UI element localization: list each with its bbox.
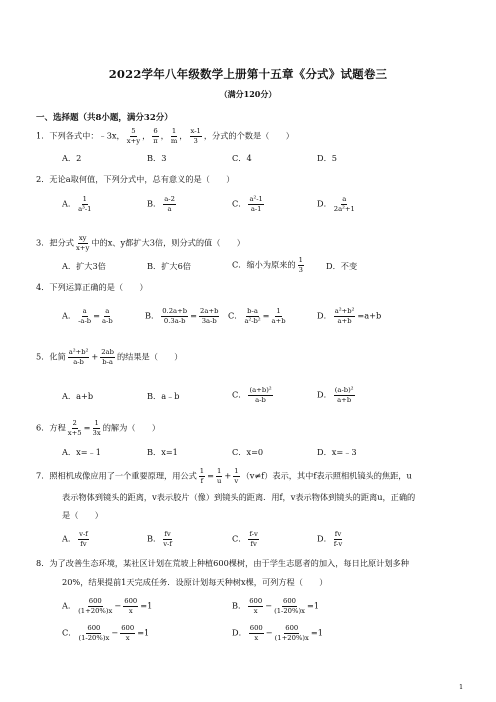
section-heading: 一、选择题（共8小题，满分32分） <box>36 113 173 123</box>
question-1-stem: 1．下列各式中：﹣3x， $\frac{5}{x+y}$ ， $\frac{6}{\pi}$ ， $\frac{1}{m}$ ， $\frac{x-1}{3}$ ，分式的个数是（ ） <box>36 127 294 146</box>
q6-option-c: C．x=0 <box>232 447 264 457</box>
q7-option-d: D． $\frac{fv}{f-v}$ <box>317 530 343 549</box>
q8-option-b: B． $\frac{600}{x}$ − $\frac{600}{(1-20\%)x}$ =1 <box>232 597 320 616</box>
question-4-stem: 4．下列运算正确的是（ ） <box>36 282 148 292</box>
q3-option-b: B．扩大6倍 <box>147 261 191 271</box>
q3-option-a: A．扩大3倍 <box>62 261 106 271</box>
q3-option-d: D．不变 <box>326 261 358 271</box>
page-title: 2022学年八年级数学上册第十五章《分式》试题卷三 <box>108 67 388 81</box>
q6-option-a: A．x=﹣1 <box>62 447 101 457</box>
question-7-line-3: 是（ ） <box>62 510 103 520</box>
fraction: $\frac{5}{x+y}$ <box>126 127 141 146</box>
question-8-line-2: 20%，结果提前1天完成任务．设原计划每天种树x棵，可列方程（ ） <box>62 577 328 587</box>
page-number: 1 <box>459 683 464 691</box>
q4-option-c: C． $\frac{b-a}{\text{a²-b²}}$ = $\frac{1}{a+b}$ <box>228 307 286 326</box>
q1-option-b: B．3 <box>147 153 167 163</box>
question-2-stem: 2．无论a取何值，下列分式中，总有意义的是（ ） <box>36 174 235 184</box>
question-7-line-2: 表示物体到镜头的距离，v表示胶片（像）到镜头的距离．用f，v表示物体到镜头的距离u，正确的 <box>62 492 416 502</box>
q2-option-c: C． $\frac{\text{a²-1}}{a-1}$ <box>232 195 263 214</box>
full-score-note: （满分120分） <box>219 89 277 99</box>
q1-option-d: D．5 <box>317 153 337 163</box>
q1-option-c: C．4 <box>232 153 252 163</box>
q4-option-d: D． $\frac{\text{a²+b²}}{a+b}$ =a+b <box>317 307 382 326</box>
q5-option-b: B．a﹣b <box>147 391 180 401</box>
fraction: $\frac{6}{\pi}$ <box>153 127 158 146</box>
q8-option-a: A． $\frac{600}{(1+20\%)x}$ − $\frac{600}{x}$ =1 <box>62 597 153 616</box>
q2-option-b: B． $\frac{a-2}{a}$ <box>147 195 175 214</box>
q8-option-c: C． $\frac{600}{(1-20\%)x}$ − $\frac{600}{x}$ =1 <box>62 624 150 643</box>
q7-option-a: A． $\frac{v-f}{fv}$ <box>62 530 88 549</box>
question-6-stem: 6．方程 $\frac{2}{x+5}$ = $\frac{1}{3x}$ 的解为（ ） <box>36 419 161 438</box>
q5-option-d: D． $\frac{\text{(a-b)²}}{a+b}$ <box>317 386 354 405</box>
q4-option-b: B． $\frac{0.2a+b}{0.3a-b}$ = $\frac{2a+b}{3a-b}$ <box>145 307 219 326</box>
q2-option-a: A． $\frac{1}{\text{a³-1}}$ <box>62 195 92 214</box>
q3-option-c: C．缩小为原来的 $\frac{1}{3}$ <box>232 256 303 275</box>
q8-option-d: D． $\frac{600}{x}$ − $\frac{600}{(1+20\%)x}$ =1 <box>232 624 323 643</box>
q2-option-d: D． $\frac{a}{\text{2a²+1}}$ <box>317 195 355 214</box>
question-5-stem: 5．化简 $\frac{\text{a²+b²}}{a-b}$ + $\frac{2ab}{b-a}$ 的结果是（ ） <box>36 348 183 367</box>
fraction: $\frac{x-1}{3}$ <box>190 127 201 146</box>
question-3-stem: 3．把分式 $\frac{xy}{x+y}$ 中的x、y都扩大3倍，则分式的值（ ） <box>36 234 245 253</box>
question-7-stem: 7．照相机成像应用了一个重要原理，用公式 $\frac{1}{f}$ = $\frac{1}{u}$ + $\frac{1}{v}$ （v≠f）表示，其中f表示照相机镜头的焦距，u <box>36 467 412 486</box>
fraction: $\frac{1}{m}$ <box>170 127 178 146</box>
q7-option-c: C． $\frac{f-v}{fv}$ <box>232 530 258 549</box>
q5-option-a: A．a+b <box>62 391 94 401</box>
question-8-stem: 8．为了改善生态环境，某社区计划在荒坡上种植600棵树，由于学生志愿者的加入，每日比原计划多种 <box>36 558 409 568</box>
q4-option-a: A． $\frac{a}{-a-b}$ = $\frac{a}{a-b}$ <box>62 307 113 326</box>
q1-option-a: A．2 <box>62 153 82 163</box>
q7-option-b: B． $\frac{fv}{v-f}$ <box>147 530 172 549</box>
q6-option-b: B．x=1 <box>147 447 178 457</box>
q6-option-d: D．x=﹣3 <box>317 447 357 457</box>
q5-option-c: C． $\frac{\text{(a+b)²}}{a-b}$ <box>232 386 272 405</box>
